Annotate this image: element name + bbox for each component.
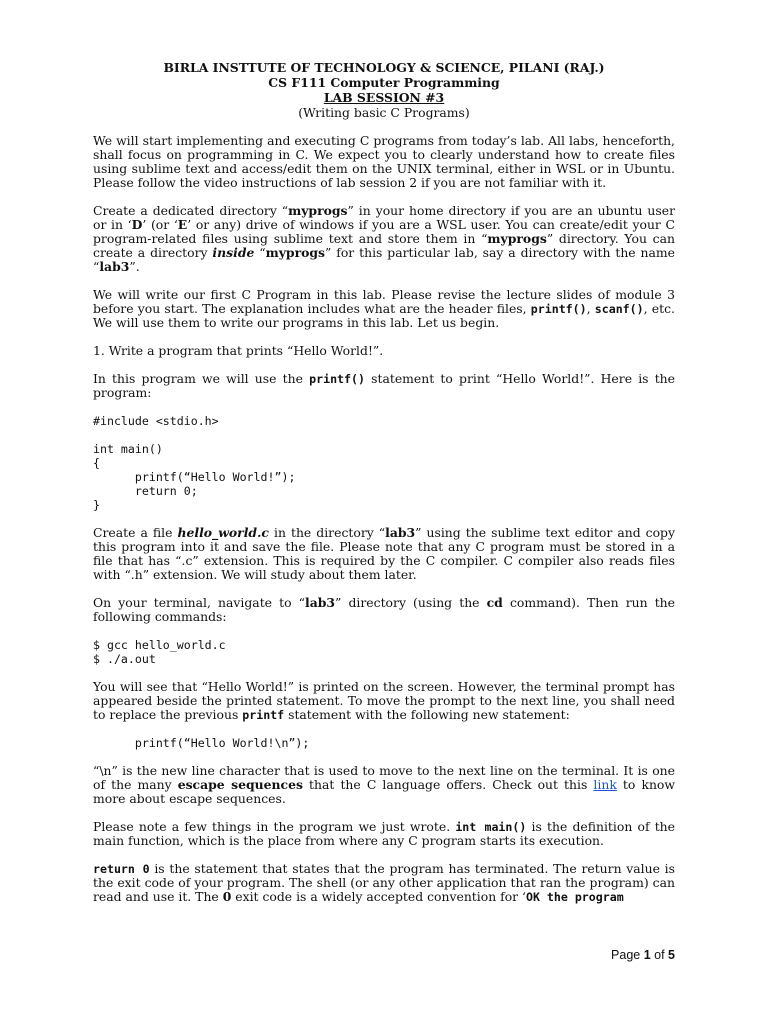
- hello-world-code: #include <stdio.h> int main() { printf(“Hello World!”); return 0; }: [93, 414, 296, 512]
- printf-paragraph: In this program we will use the printf() statement to print “Hello World!”. Here is the program:: [93, 371, 675, 400]
- main-function-paragraph: Please note a few things in the program we just wrote. int main() is the definition of the main function, which is the place from where any C program starts its execution.: [93, 819, 675, 848]
- escape-sequences-link[interactable]: link: [593, 777, 617, 792]
- terminal-paragraph: On your terminal, navigate to “lab3” directory (using the cd command). Then run the following commands:: [93, 595, 675, 624]
- newline-printf-code: printf(“Hello World!\n”);: [93, 736, 310, 750]
- return-paragraph: return 0 is the statement that states that the program has terminated. The return value is the exit code of your program. The shell (or any other application that ran the program) can read and use it. The 0 exit code is a widely accepted convention for ‘OK the program: [93, 861, 675, 904]
- intro-paragraph: We will start implementing and executing C programs from today’s lab. All labs, henceforth, shall focus on programming in C. We expect you to clearly understand how to create files using sublime text and access/edit them on the UNIX terminal, either in WSL or in Ubuntu. Please follow the video instructions of lab session 2 if you are not familiar with it.: [93, 133, 675, 190]
- directory-paragraph: Create a dedicated directory “myprogs” in your home directory if you are an ubuntu user or in ‘D’ (or ‘E’ or any) drive of windows if you are a WSL user. You can create/edit your C program-related files using sublime text and store them in “myprogs” directory. You can create a directory inside “myprogs” for this particular lab, say a directory with the name “lab3”.: [93, 203, 676, 274]
- session-title: LAB SESSION #3: [323, 90, 445, 105]
- output-paragraph: You will see that “Hello World!” is printed on the screen. However, the terminal prompt has appeared beside the printed statement. To move the prompt to the next line, you shall need to replace the previous printf statement with the following new statement:: [93, 679, 675, 722]
- course-title: CS F111 Computer Programming: [268, 75, 500, 90]
- session-subtitle: (Writing basic C Programs): [298, 105, 470, 120]
- terminal-commands-code: $ gcc hello_world.c $ ./a.out: [93, 638, 226, 666]
- task-1-heading: 1. Write a program that prints “Hello World!”.: [93, 343, 384, 358]
- institute-title: BIRLA INSTTUTE OF TECHNOLOGY & SCIENCE, PILANI (RAJ.): [163, 60, 605, 75]
- document-page: [93, 60, 675, 904]
- page-number: Page 1 of 5: [611, 948, 675, 962]
- revise-paragraph: We will write our first C Program in this lab. Please revise the lecture slides of module 3 before you start. The explanation includes what are the header files, printf(), scanf(), etc. We will use them to write our programs in this lab. Let us begin.: [93, 287, 675, 330]
- document-header: [93, 60, 675, 120]
- file-paragraph: Create a file hello_world.c in the directory “lab3” using the sublime text editor and copy this program into it and save the file. Please note that any C program must be stored in a file that has “.c” extension. This is required by the C compiler. C compiler also reads files with “.h” extension. We will study about them later.: [93, 525, 675, 582]
- escape-paragraph: “\n” is the new line character that is used to move to the next line on the terminal. It is one of the many escape sequences that the C language offers. Check out this link to know more about escape sequences.: [93, 763, 675, 806]
